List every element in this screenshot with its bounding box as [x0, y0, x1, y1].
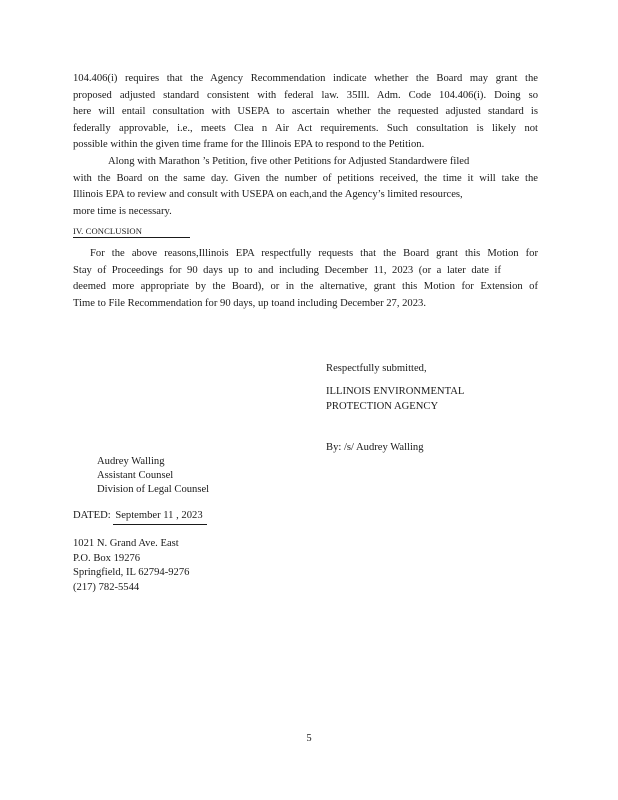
counsel-division: Division of Legal Counsel: [97, 484, 210, 495]
address-line: P.O. Box 19276: [73, 552, 141, 564]
agency-name-line1: ILLINOIS ENVIRONMENTAL: [326, 386, 465, 397]
text-line: Stay of Proceedings for 90 days up to and including December 11, 2023 (or a later date if: [73, 264, 501, 276]
text-line: possible within the given time frame for the Illinois EPA to respond to the Petition.: [73, 139, 425, 150]
signature-by-line: By: /s/ Audrey Walling: [326, 442, 424, 453]
text-line: 104.406(i) requires that the Agency Recommendation indicate whether the Board may grant the: [73, 73, 538, 84]
text-line: Time to File Recommendation for 90 days, up toand including December 27, 2023.: [73, 297, 426, 309]
paragraph-adjusted-standard: [73, 71, 538, 154]
phone-number: (217) 782-5544: [73, 581, 140, 593]
heading-underline: [73, 237, 190, 238]
closing-text: Respectfully submitted,: [326, 363, 427, 374]
mailing-address: [73, 537, 189, 595]
text-line: proposed adjusted standard consistent with federal law. 35Ill. Adm. Code 104.406(i). Doing so: [73, 89, 538, 101]
text-line: with the Board on the same day. Given the number of petitions received, the time it will take the: [73, 172, 538, 184]
page-number: 5: [306, 733, 312, 744]
dated-value: September 11 , 2023: [113, 509, 206, 525]
text-line: here will entail consultation with USEPA to ascertain whether the requested adjusted standard is: [73, 106, 538, 117]
section-heading-conclusion: [73, 225, 142, 237]
text-line: federally approvable, i.e., meets Clea n Air Act requirements. Such consultation is likely not: [73, 122, 538, 134]
agency-name-line2: PROTECTION AGENCY: [326, 401, 439, 412]
text-line: Illinois EPA to review and consult with USEPA on each,and the Agency’s limited resources,: [73, 189, 463, 200]
address-line: Springfield, IL 62794-9276: [73, 567, 190, 578]
text-line: For the above reasons,Illinois EPA respectfully requests that the Board grant this Motion for: [90, 248, 538, 259]
counsel-name: Audrey Walling: [97, 456, 165, 467]
counsel-title: Assistant Counsel: [97, 470, 174, 481]
dated-label: DATED:: [73, 510, 111, 521]
section-heading-text: IV. CONCLUSION: [73, 226, 143, 236]
text-line: Along with Marathon ’s Petition, five other Petitions for Adjusted Standardwere filed: [108, 156, 470, 167]
paragraph-conclusion: [73, 246, 538, 312]
text-line: deemed more appropriate by the Board), or in the alternative, grant this Motion for Extension of: [73, 281, 538, 292]
text-line: more time is necessary.: [73, 205, 172, 217]
dated-line: [73, 509, 207, 525]
paragraph-other-petitions: [73, 154, 538, 220]
address-line: 1021 N. Grand Ave. East: [73, 538, 179, 549]
